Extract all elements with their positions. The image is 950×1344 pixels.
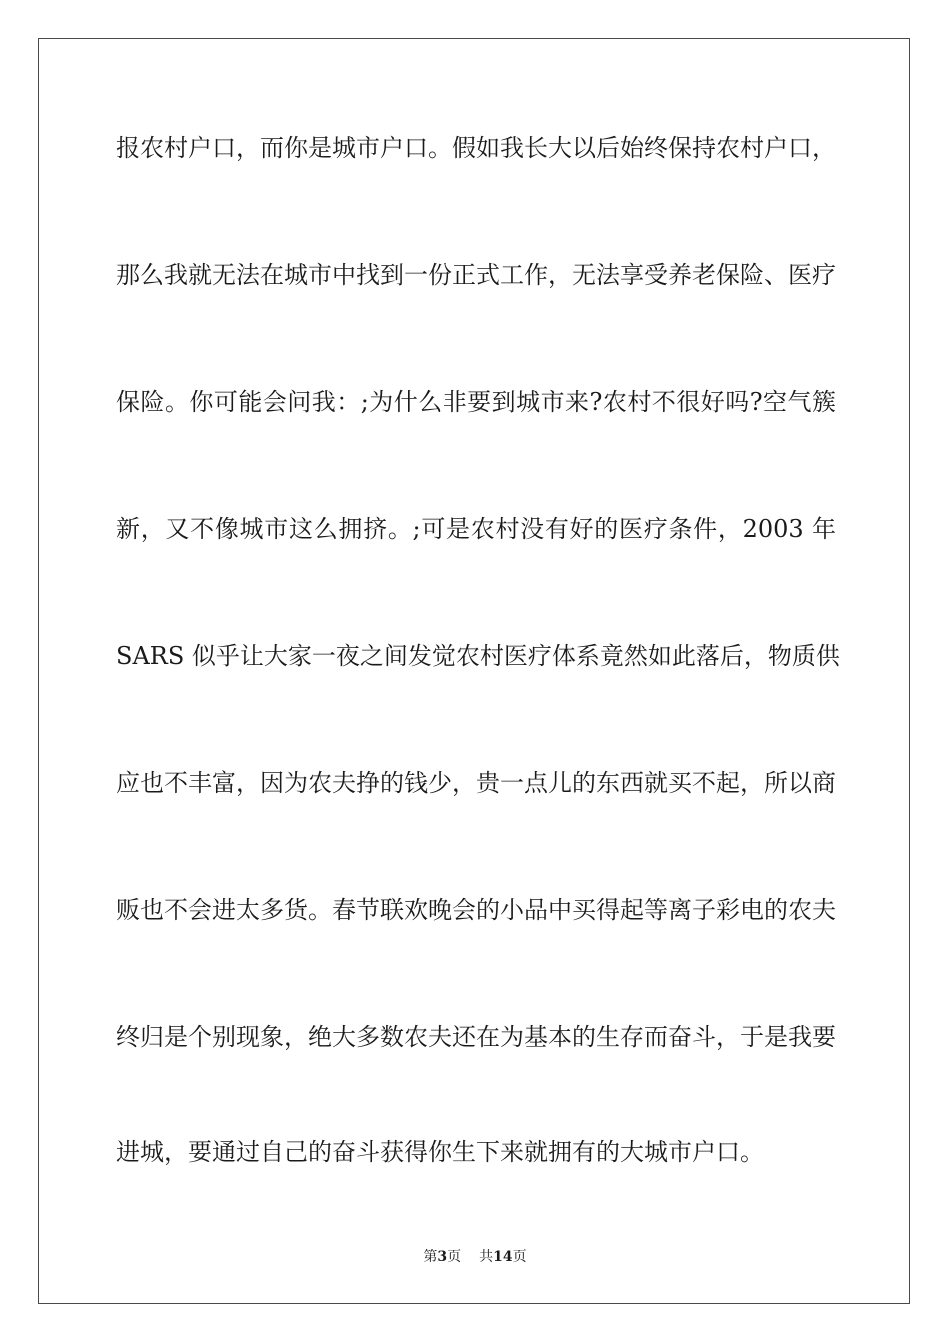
text-line-7: 贩也不会进太多货。春节联欢晚会的小品中买得起等离子彩电的农夫 [116,896,836,924]
text-line-9: 进城，要通过自己的奋斗获得你生下来就拥有的大城市户口。 [116,1138,764,1166]
text-line-3: 保险。你可能会问我：;为什么非要到城市来?农村不很好吗?空气簇 [116,388,836,416]
text-line-6: 应也不丰富，因为农夫挣的钱少，贵一点儿的东西就买不起，所以商 [116,769,836,797]
total-prefix: 共 [479,1249,494,1265]
text-line-4: 新，又不像城市这么拥挤。;可是农村没有好的医疗条件，2003 年 [116,515,836,543]
total-pages: 14 [493,1249,513,1265]
page-prefix: 第 [423,1249,438,1265]
text-line-1: 报农村户口，而你是城市户口。假如我长大以后始终保持农村户口， [116,134,836,162]
text-line-8: 终归是个别现象，绝大多数农夫还在为基本的生存而奋斗，于是我要 [116,1023,836,1051]
page-number: 3 [437,1249,448,1265]
text-line-5: SARS 似乎让大家一夜之间发觉农村医疗体系竟然如此落后，物质供 [116,642,840,670]
total-suffix: 页 [512,1249,527,1265]
page-footer [0,1247,950,1267]
text-line-2: 那么我就无法在城市中找到一份正式工作，无法享受养老保险、医疗 [116,261,836,289]
page-suffix: 页 [447,1249,462,1265]
